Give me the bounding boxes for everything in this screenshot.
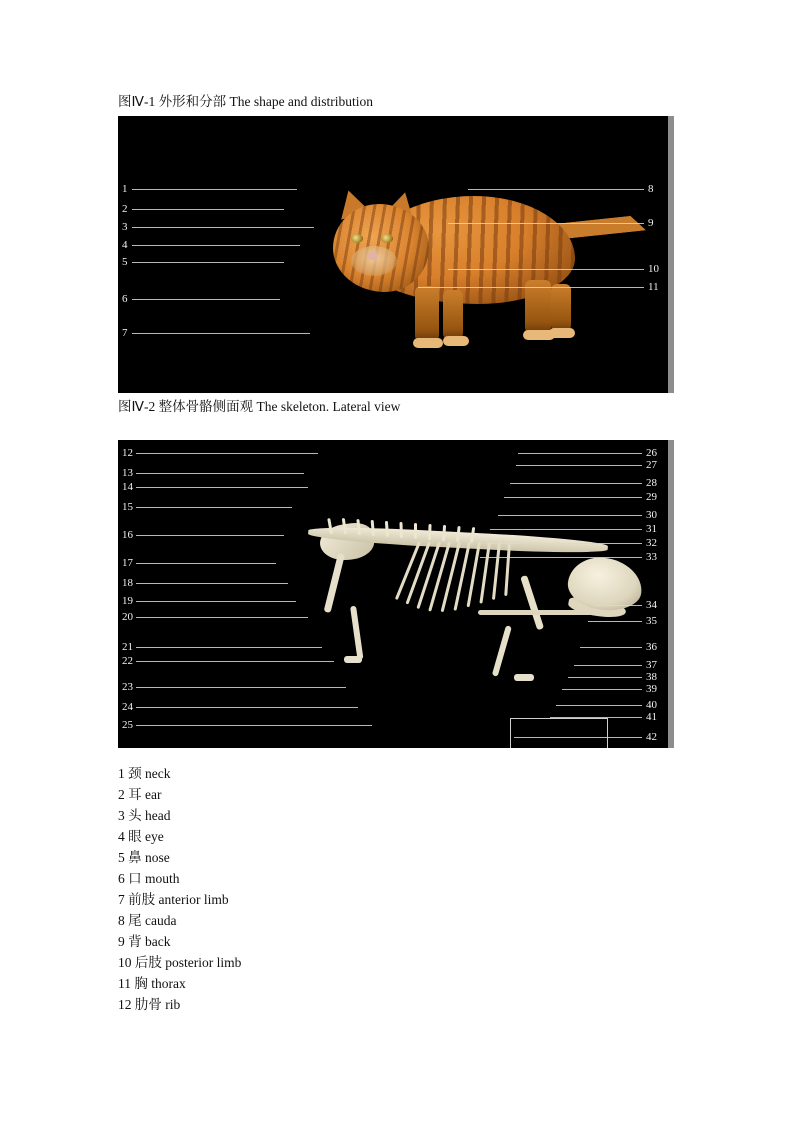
figure-2-callout-24: 24 (122, 701, 133, 713)
skeleton-tibia (350, 606, 363, 660)
figure-2-image (118, 440, 668, 748)
figure-2-leader-40 (556, 705, 642, 706)
figure-2-callout-35: 35 (646, 615, 657, 627)
figure-1-leader-7 (132, 333, 310, 334)
cat-fore-leg-far (415, 286, 439, 344)
legend-list (118, 763, 678, 1015)
figure-2-callout-12: 12 (122, 447, 133, 459)
figure-1-callout-3: 3 (122, 221, 128, 233)
figure-1-callout-8: 8 (648, 183, 654, 195)
figure-2-leader-39 (562, 689, 642, 690)
figure-2-callout-38: 38 (646, 671, 657, 683)
figure-2-leader-18 (136, 583, 288, 584)
figure-2-callout-21: 21 (122, 641, 133, 653)
figure-2-leader-37 (574, 665, 642, 666)
figure-2-leader-19 (136, 601, 296, 602)
cat-muzzle (351, 246, 397, 276)
figure-2-leader-25 (136, 725, 372, 726)
figure-2-leader-17 (136, 563, 276, 564)
list-item: 2 耳 ear (118, 787, 162, 802)
skeleton-rib (428, 542, 451, 612)
figure-2-callout-33: 33 (646, 551, 657, 563)
list-item: 12 肋骨 rib (118, 997, 181, 1012)
skeleton-spinous (428, 524, 432, 540)
figure-1-leader-2 (132, 209, 284, 210)
figure-2-leader-16 (136, 535, 284, 536)
figure-2-callout-19: 19 (122, 595, 133, 607)
figure-1-cat-photo (118, 116, 674, 393)
figure-2-leader-12 (136, 453, 318, 454)
figure-2-callout-36: 36 (646, 641, 657, 653)
figure-2-callout-32: 32 (646, 537, 657, 549)
figure-2-leader-38 (568, 677, 642, 678)
skeleton-rib (479, 542, 491, 604)
figure-1-leader-10 (448, 269, 644, 270)
figure-2-leader-35 (588, 621, 642, 622)
figure-2-leader-26 (518, 453, 642, 454)
figure-2-callout-13: 13 (122, 467, 133, 479)
skeleton-hind-foot (344, 656, 362, 663)
figure-2-leader-13 (136, 473, 304, 474)
figure-2-callout-42: 42 (646, 731, 657, 743)
figure-2-skeleton-photo (118, 440, 674, 748)
figure-2-callout-15: 15 (122, 501, 133, 513)
cat-eye-right (381, 234, 393, 243)
skeleton-illustration (268, 477, 668, 720)
figure-2-leader-34 (594, 605, 642, 606)
figure-2-callout-40: 40 (646, 699, 657, 711)
figure-2-callout-37: 37 (646, 659, 657, 671)
cat-nose (367, 252, 378, 260)
figure-2-leader-27 (516, 465, 642, 466)
skeleton-spinous (414, 523, 417, 539)
figure-1-leader-3 (132, 227, 314, 228)
figure-2-callout-17: 17 (122, 557, 133, 569)
figure-2-leader-24 (136, 707, 358, 708)
figure-2-callout-41: 41 (646, 711, 657, 723)
skeleton-humerus (520, 575, 544, 630)
cat-paw-hind-2 (549, 328, 575, 338)
figure-1-callout-1: 1 (122, 183, 128, 195)
figure-2-callout-27: 27 (646, 459, 657, 471)
figure-2-callout-20: 20 (122, 611, 133, 623)
figure-1-callout-11: 11 (648, 281, 659, 293)
figure-2-leader-20 (136, 617, 308, 618)
figure-2-callout-31: 31 (646, 523, 657, 535)
figure-1-leader-1 (132, 189, 297, 190)
figure-1-callout-5: 5 (122, 256, 128, 268)
figure-1-leader-6 (132, 299, 280, 300)
list-item: 7 前肢 anterior limb (118, 892, 229, 907)
figure-2-leader-32 (484, 543, 642, 544)
cat-hind-leg-near (551, 284, 571, 334)
figure-1-callout-9: 9 (648, 217, 654, 229)
figure-2-callout-39: 39 (646, 683, 657, 695)
figure-2-callout-14: 14 (122, 481, 133, 493)
figure-2-leader-15 (136, 507, 292, 508)
figure-2-callout-29: 29 (646, 491, 657, 503)
figure-1-leader-11 (418, 287, 644, 288)
figure-2-callout-30: 30 (646, 509, 657, 521)
figure-1-callout-4: 4 (122, 239, 128, 251)
cat-paw-front-2 (443, 336, 469, 346)
list-item: 6 口 mouth (118, 871, 180, 886)
skeleton-spinous (385, 521, 389, 537)
list-item: 9 背 back (118, 934, 171, 949)
skeleton-femur (324, 553, 345, 613)
figure-2-leader-30 (498, 515, 642, 516)
list-item: 1 颈 neck (118, 766, 171, 781)
figure-1-callout-2: 2 (122, 203, 128, 215)
figure-2-leader-14 (136, 487, 308, 488)
figure-2-leader-33 (480, 557, 642, 558)
list-item: 4 眼 eye (118, 829, 164, 844)
figure-2-callout-22: 22 (122, 655, 133, 667)
figure-2-caption: 图Ⅳ-2 整体骨骼侧面观 The skeleton. Lateral view (118, 399, 401, 414)
list-item: 10 后肢 posterior limb (118, 955, 242, 970)
figure-2-callout-18: 18 (122, 577, 133, 589)
skeleton-fore-foot (514, 674, 534, 681)
figure-2-callout-16: 16 (122, 529, 133, 541)
figure-1-callout-7: 7 (122, 327, 128, 339)
figure-1-leader-9 (448, 223, 644, 224)
figure-2-callout-26: 26 (646, 447, 657, 459)
skeleton-radius (492, 625, 512, 677)
list-item: 5 鼻 nose (118, 850, 170, 865)
list-item: 8 尾 cauda (118, 913, 177, 928)
figure-2-callout-28: 28 (646, 477, 657, 489)
skeleton-spinous (371, 520, 375, 536)
list-item: 11 胸 thorax (118, 976, 186, 991)
figure-2-leader-36 (580, 647, 642, 648)
figure-2-callout-23: 23 (122, 681, 133, 693)
cat-eye-left (351, 234, 363, 243)
figure-2-callout-25: 25 (122, 719, 133, 731)
figure-1-caption: 图Ⅳ-1 外形和分部 The shape and distribution (118, 94, 374, 109)
figure-1-leader-8 (468, 189, 644, 190)
figure-1-callout-6: 6 (122, 293, 128, 305)
figure-1-leader-5 (132, 262, 284, 263)
figure-2-leader-22 (136, 661, 334, 662)
figure-2-leader-21 (136, 647, 322, 648)
skeleton-spinous (399, 522, 403, 538)
figure-2-leader-23 (136, 687, 346, 688)
figure-2-callout-34: 34 (646, 599, 657, 611)
figure-2-bracket (510, 718, 608, 748)
figure-2-leader-29 (504, 497, 642, 498)
figure-1-image (118, 116, 668, 393)
figure-2-leader-31 (490, 529, 642, 530)
figure-1-callout-10: 10 (648, 263, 659, 275)
cat-hind-leg-far (525, 280, 551, 336)
figure-2-leader-28 (510, 483, 642, 484)
skeleton-rib (492, 542, 501, 600)
list-item: 3 头 head (118, 808, 171, 823)
cat-illustration (293, 168, 613, 353)
figure-1-leader-4 (132, 245, 300, 246)
cat-paw-front (413, 338, 443, 348)
cat-fore-leg-near (443, 290, 463, 342)
